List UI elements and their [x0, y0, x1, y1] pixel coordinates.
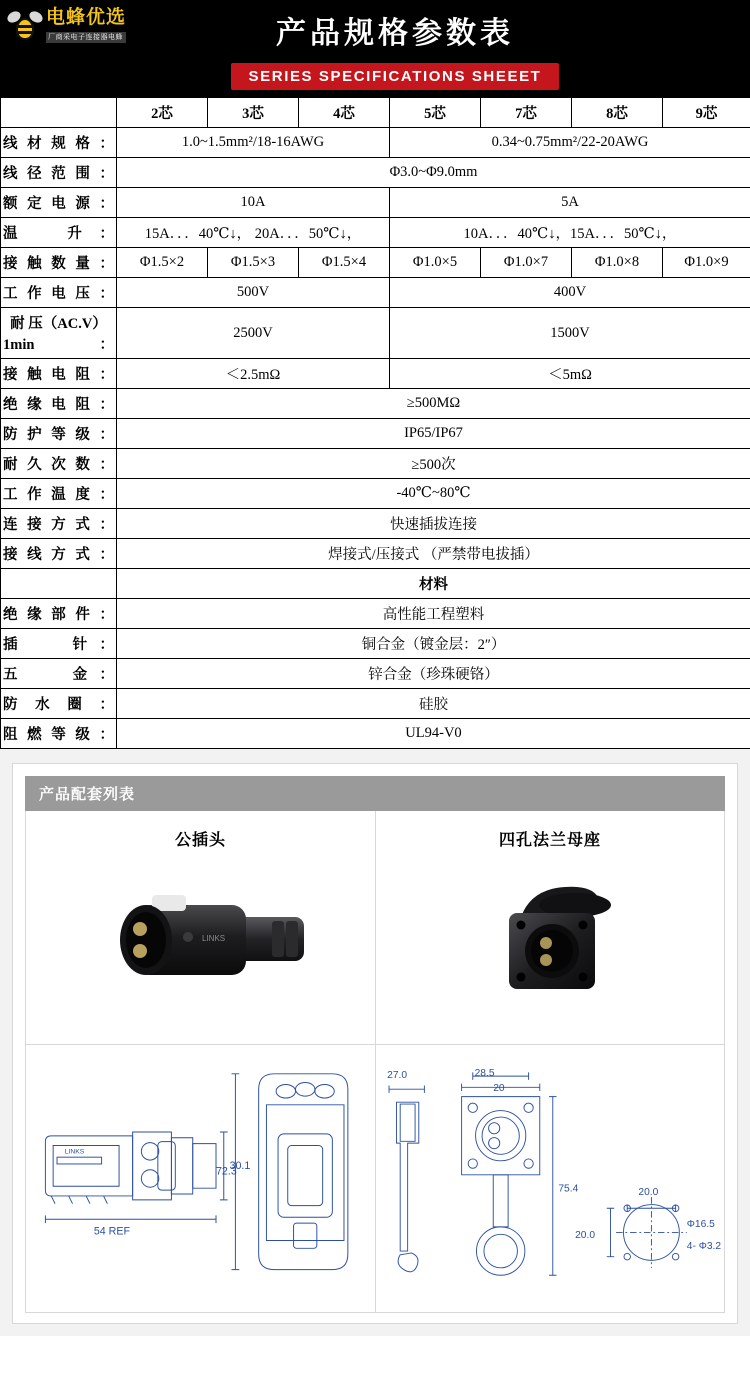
product-cell-plug — [26, 811, 375, 1044]
page-header — [0, 0, 750, 97]
row-label: 插 针： — [1, 629, 117, 659]
product-panel — [12, 763, 738, 1324]
product-name-socket: 四孔法兰母座 — [498, 832, 601, 849]
row-label: 防水圈： — [1, 689, 117, 719]
pin-header-6: 8芯 — [572, 98, 663, 128]
row-label: 绝缘电阻： — [1, 389, 117, 419]
row-value: 400V — [390, 278, 750, 308]
page-title: 产品规格参数表 — [276, 16, 514, 50]
row-label: 接触电阻： — [1, 359, 117, 389]
row-value: Φ1.5×4 — [299, 248, 390, 278]
bee-icon — [8, 6, 42, 44]
row-value: Φ1.5×2 — [117, 248, 208, 278]
table-row — [1, 449, 750, 479]
pin-header-4: 5芯 — [390, 98, 481, 128]
pin-header-5: 7芯 — [481, 98, 572, 128]
row-label: 额定电源： — [1, 188, 117, 218]
table-row — [1, 218, 750, 248]
row-label: 线径范围： — [1, 158, 117, 188]
socket-width-285-dim: 28.5 — [474, 1068, 495, 1080]
product-image-socket — [376, 850, 724, 1030]
product-list-section — [0, 749, 750, 1336]
table-row — [1, 509, 750, 539]
row-value: Φ1.0×8 — [572, 248, 663, 278]
row-value: 5A — [390, 188, 750, 218]
row-label: 耐 压（AC.V） 1min： — [1, 308, 117, 359]
specifications-table — [0, 97, 750, 749]
row-value: 15A．．．40℃↓， 20A．．．50℃↓， — [117, 218, 390, 248]
table-row — [1, 479, 750, 509]
row-label: 连接方式： — [1, 509, 117, 539]
drawing-row — [25, 1045, 725, 1313]
row-value: Φ1.0×5 — [390, 248, 481, 278]
row-value: 500V — [117, 278, 390, 308]
product-name-plug: 公插头 — [174, 832, 226, 849]
table-row — [1, 158, 750, 188]
row-value: 硅胶 — [117, 689, 750, 719]
row-label: 五 金： — [1, 659, 117, 689]
table-row — [1, 278, 750, 308]
material-blank — [1, 569, 117, 599]
brand-logo — [8, 6, 158, 44]
row-label: 接线方式： — [1, 539, 117, 569]
pin-header-2: 3芯 — [208, 98, 299, 128]
svg-text:LINKS: LINKS — [201, 934, 225, 943]
row-value: ＜2.5mΩ — [117, 359, 390, 389]
drawing-plug-side — [26, 1045, 375, 1312]
row-value: 1500V — [390, 308, 750, 359]
row-value: UL94-V0 — [117, 719, 750, 749]
row-label: 阻燃等级： — [1, 719, 117, 749]
product-image-plug — [26, 850, 375, 1030]
row-value: 2500V — [117, 308, 390, 359]
bolt-pitch-v-dim: 20.0 — [575, 1230, 596, 1242]
table-row — [1, 629, 750, 659]
page-subtitle: SERIES SPECIFICATIONS SHEEET — [231, 63, 560, 90]
row-value: ≥500次 — [117, 449, 750, 479]
plug-height-dim: 30.1 — [229, 1159, 251, 1172]
table-row — [1, 659, 750, 689]
row-value: 0.34~0.75mm²/22-20AWG — [390, 128, 750, 158]
brand-name: 电蜂优选 — [46, 6, 127, 28]
socket-height-dim: 75.4 — [558, 1183, 579, 1195]
plug-top-height-dim: 72.3 — [216, 1165, 237, 1178]
row-value: 锌合金（珍珠硬铬） — [117, 659, 750, 689]
row-label: 工作电压： — [1, 278, 117, 308]
row-value: 焊接式/压接式 （严禁带电拔插） — [117, 539, 750, 569]
row-label: 接触数量： — [1, 248, 117, 278]
table-row — [1, 719, 750, 749]
plug-length-dim: 54 REF — [93, 1225, 131, 1238]
row-value: ≥500MΩ — [117, 389, 750, 419]
spec-table-wrap — [0, 97, 750, 749]
table-row — [1, 359, 750, 389]
row-value: 快速插拔连接 — [117, 509, 750, 539]
row-label: 线材规格： — [1, 128, 117, 158]
header-blank — [1, 98, 117, 128]
table-row — [1, 308, 750, 359]
table-row — [1, 389, 750, 419]
mount-hole-dim: 4- Φ3.2 — [686, 1241, 722, 1253]
table-row — [1, 599, 750, 629]
table-row — [1, 419, 750, 449]
pin-header-7: 9芯 — [663, 98, 750, 128]
row-label: 工作温度： — [1, 479, 117, 509]
brand-tagline: 厂商采电子连接器电蜂 — [46, 32, 126, 43]
drawing-socket — [375, 1045, 724, 1312]
row-label: 绝缘部件： — [1, 599, 117, 629]
row-value: Φ1.5×3 — [208, 248, 299, 278]
material-header: 材料 — [117, 569, 750, 599]
table-row — [1, 128, 750, 158]
row-value: 1.0~1.5mm²/18-16AWG — [117, 128, 390, 158]
row-value: 铜合金（镀金层：2″） — [117, 629, 750, 659]
product-cell-socket — [375, 811, 724, 1044]
row-value: 10A．．．40℃↓，15A．．．50℃↓， — [390, 218, 750, 248]
material-header-row — [1, 569, 750, 599]
row-value: Φ3.0~Φ9.0mm — [117, 158, 750, 188]
row-label: 防护等级： — [1, 419, 117, 449]
bolt-pitch-h-dim: 20.0 — [638, 1187, 659, 1199]
table-header-row — [1, 98, 750, 128]
row-value: Φ1.0×9 — [663, 248, 750, 278]
row-label: 温 升： — [1, 218, 117, 248]
hole-diameter-dim: Φ16.5 — [686, 1218, 715, 1230]
table-row — [1, 539, 750, 569]
plug-brand-mark: LINKS — [64, 1148, 85, 1156]
table-row — [1, 188, 750, 218]
table-row — [1, 689, 750, 719]
row-value: 10A — [117, 188, 390, 218]
pin-header-3: 4芯 — [299, 98, 390, 128]
product-photo-row — [25, 811, 725, 1045]
row-value: 高性能工程塑料 — [117, 599, 750, 629]
row-value: ＜5mΩ — [390, 359, 750, 389]
row-label: 耐久次数： — [1, 449, 117, 479]
pin-header-1: 2芯 — [117, 98, 208, 128]
product-panel-title: 产品配套列表 — [25, 776, 725, 811]
row-value: IP65/IP67 — [117, 419, 750, 449]
socket-width-27-dim: 27.0 — [387, 1070, 408, 1082]
socket-width-20-dim: 20 — [493, 1083, 505, 1095]
row-value: -40℃~80℃ — [117, 479, 750, 509]
table-row — [1, 248, 750, 278]
row-value: Φ1.0×7 — [481, 248, 572, 278]
